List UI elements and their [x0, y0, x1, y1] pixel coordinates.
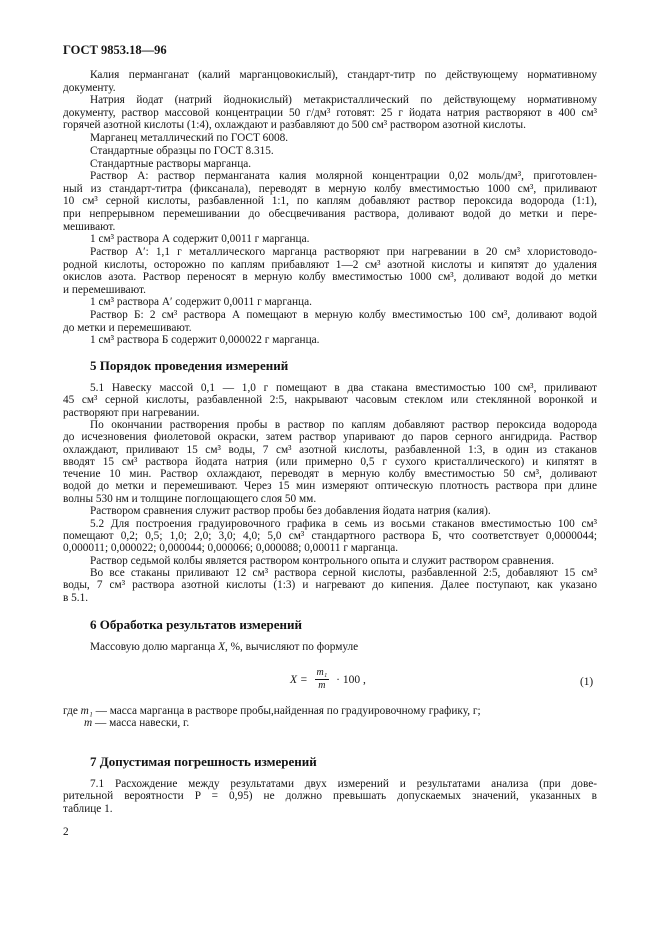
- fraction-denominator: m: [318, 680, 326, 691]
- text-line: помещают 0,2; 0,5; 1,0; 2,0; 3,0; 4,0; 5,0 см³ стандартного раствора Б, что соответствует 0,0000044;: [63, 529, 597, 542]
- equation-number: (1): [580, 676, 594, 688]
- paragraph: [63, 419, 597, 505]
- text-line: волны 530 нм и толщине поглощающего слоя 50 мм.: [63, 492, 317, 505]
- text-line: вводят 15 см³ раствора йодата натрия (или примерно 0,5 г сухого кристаллического) и кипятят в: [63, 455, 597, 468]
- text-line: 45 см³ серной кислоты, разбавленной 2:5, накрывают часовым стеклом или стеклянной воронкой и: [63, 394, 597, 407]
- text-line: Раствором сравнения служит раствор пробы без добавления йодата натрия (калия).: [90, 505, 491, 518]
- text-line: рительной вероятности P = 0,95) не должно превышать допускаемых значений, указанных в: [63, 790, 597, 803]
- paragraph: [63, 555, 597, 567]
- text-line: Во все стаканы приливают 12 см³ раствора серной кислоты, разбавленной 2:5, добавляют 15 см³: [90, 566, 597, 579]
- text-line: 0,000011; 0,000022; 0,000044; 0,000066; 0,000088; 0,00011 г марганца.: [63, 542, 399, 555]
- fraction-numerator: m₁: [316, 667, 328, 678]
- text-line: мешивают.: [63, 220, 116, 233]
- paragraph: [63, 246, 597, 296]
- text-line: родной кислоты, осторожно по каплям прибавляют 1—2 см³ азотной кислоты и кипятят до удаления: [63, 258, 597, 271]
- formula-lhs: X =: [290, 673, 311, 686]
- text-line: течение 10 мин. Раствор охлаждают, переводят в мерную колбу вместимостью 50 см³, доливают: [63, 468, 597, 481]
- text-line: Раствор Б: 2 см³ раствора А помещают в мерную колбу вместимостью 100 см³, доливают водой: [90, 309, 597, 322]
- text-line: и перемешивают.: [63, 283, 146, 296]
- text-line: 1 см³ раствора А содержит 0,0011 г марганца.: [90, 233, 310, 246]
- section-5-body: [63, 382, 597, 604]
- where-text-2: — масса навески, г.: [92, 717, 190, 729]
- paragraph: [63, 309, 597, 334]
- text-line: Калия перманганат (калий марганцовокислый), стандарт-титр по действующему нормативному: [90, 69, 597, 81]
- text-line: 7.1 Расхождение между результатами двух измерений и результатами анализа (при дове-: [90, 778, 597, 790]
- intro-text: Массовую долю марганца: [90, 641, 219, 653]
- where-text-1: — масса марганца в растворе пробы,найденная по градуировочному графику, г;: [92, 705, 481, 717]
- text-line: Стандартные образцы по ГОСТ 8.315.: [90, 144, 274, 157]
- fraction: [315, 668, 330, 691]
- text-line: 1 см³ раствора А′ содержит 0,0011 г марганца.: [90, 296, 312, 309]
- paragraph: [63, 158, 597, 171]
- text-line: Раствор седьмой колбы является раствором контрольного опыта и служит раствором сравнения.: [90, 554, 555, 567]
- text-line: 10 см³ серной кислоты, разбавленной 1:1, по каплям добавляют раствор пероксида водорода (1:1),: [63, 195, 597, 208]
- paragraph: [63, 145, 597, 158]
- paragraph: [63, 778, 597, 815]
- text-line: воды, 7 см³ раствора азотной кислоты (1:3) и нагревают до кипения. Далее поступают, как указано: [63, 579, 597, 592]
- paragraph: [63, 170, 597, 233]
- text-line: таблице 1.: [63, 802, 113, 815]
- text-line: 5.1 Навеску массой 0,1 — 1,0 г помещают в два стакана вместимостью 100 см³, приливают: [90, 382, 597, 394]
- text-line: при непрерывном перемешивании до обесцвечивания раствора, доливают водой до метки и пере-: [63, 208, 597, 220]
- paragraph: [63, 505, 597, 517]
- paragraph: [63, 69, 597, 94]
- formula-intro: [90, 641, 624, 653]
- text-line: до метки и перемешивают.: [63, 321, 192, 334]
- text-line: Марганец металлический по ГОСТ 6008.: [90, 132, 289, 145]
- document-header: ГОСТ 9853.18—96: [63, 43, 167, 57]
- where-line-2: [84, 717, 618, 729]
- paragraph: [63, 334, 597, 347]
- text-line: до исчезновения фиолетовой окраски, затем раствор упаривают до паров серного ангидрида. Раствор: [63, 431, 597, 444]
- text-line: Раствор А: раствор перманганата калия молярной концентрации 0,02 моль/дм³, приготовлен-: [90, 170, 597, 183]
- materials-block: [63, 69, 597, 347]
- formula-rhs: · 100 ,: [333, 673, 366, 686]
- formula: [290, 668, 366, 691]
- var-m1: m₁: [80, 705, 93, 717]
- text-line: охлаждают, приливают 15 см³ воды, 7 см³ азотной кислоты, разбавленной 1:3, в один из стаканов: [63, 443, 597, 456]
- text-line: растворяют при нагревании.: [63, 406, 200, 419]
- paragraph: [63, 382, 597, 419]
- paragraph: [63, 518, 597, 555]
- paragraph: [63, 567, 597, 604]
- text-line: Натрия йодат (натрий йоднокислый) метакристаллический по действующему нормативному: [90, 94, 597, 107]
- paragraph: [63, 94, 597, 132]
- text-line: в 5.1.: [63, 591, 89, 604]
- paragraph: [63, 132, 597, 145]
- text-line: окислов азота. Раствор переносят в мерную колбу вместимостью 1000 см³, доливают водой до метки: [63, 271, 597, 284]
- text-line: водой до метки и перемешивают. Через 15 мин измеряют оптическую плотность раствора при длине: [63, 480, 597, 493]
- text-line: Раствор А′: 1,1 г металлического марганца растворяют при нагревании в 20 см³ хлористоводо-: [90, 245, 597, 258]
- section-5-heading: 5 Порядок проведения измерений: [90, 358, 289, 373]
- where-line-1: [63, 705, 597, 717]
- var-x: X: [218, 641, 225, 653]
- text-line: Стандартные растворы марганца.: [90, 157, 252, 170]
- intro-text-end: , %, вычисляют по формуле: [224, 641, 359, 653]
- section-6-heading: 6 Обработка результатов измерений: [90, 617, 302, 632]
- text-line: По окончании растворения пробы в раствор по каплям добавляют раствор пероксида водорода: [90, 418, 597, 431]
- page-number: 2: [63, 826, 69, 838]
- var-m: m: [84, 717, 93, 729]
- text-line: документу, раствор массовой концентрации 50 г/дм³ готовят: 25 г йодата натрия растворяют в 400 см³: [63, 106, 597, 119]
- section-7-heading: 7 Допустимая погрешность измерений: [90, 754, 317, 769]
- where-prefix: где: [63, 705, 81, 717]
- text-line: документу.: [63, 81, 116, 94]
- text-line: 5.2 Для построения градуировочного графика в семь из восьми стаканов вместимостью 100 см³: [90, 517, 597, 530]
- text-line: 1 см³ раствора Б содержит 0,000022 г марганца.: [90, 334, 320, 347]
- section-7-body: [63, 778, 597, 815]
- text-line: ный из стандарт-титра (фиксанала), переводят в мерную колбу вместимостью 1000 см³, приливают: [63, 182, 597, 195]
- paragraph: [63, 296, 597, 309]
- text-line: горячей азотной кислоты (1:4), охлаждают и разбавляют до 500 см³ раствором азотной кислоты.: [63, 119, 526, 132]
- paragraph: [63, 233, 597, 246]
